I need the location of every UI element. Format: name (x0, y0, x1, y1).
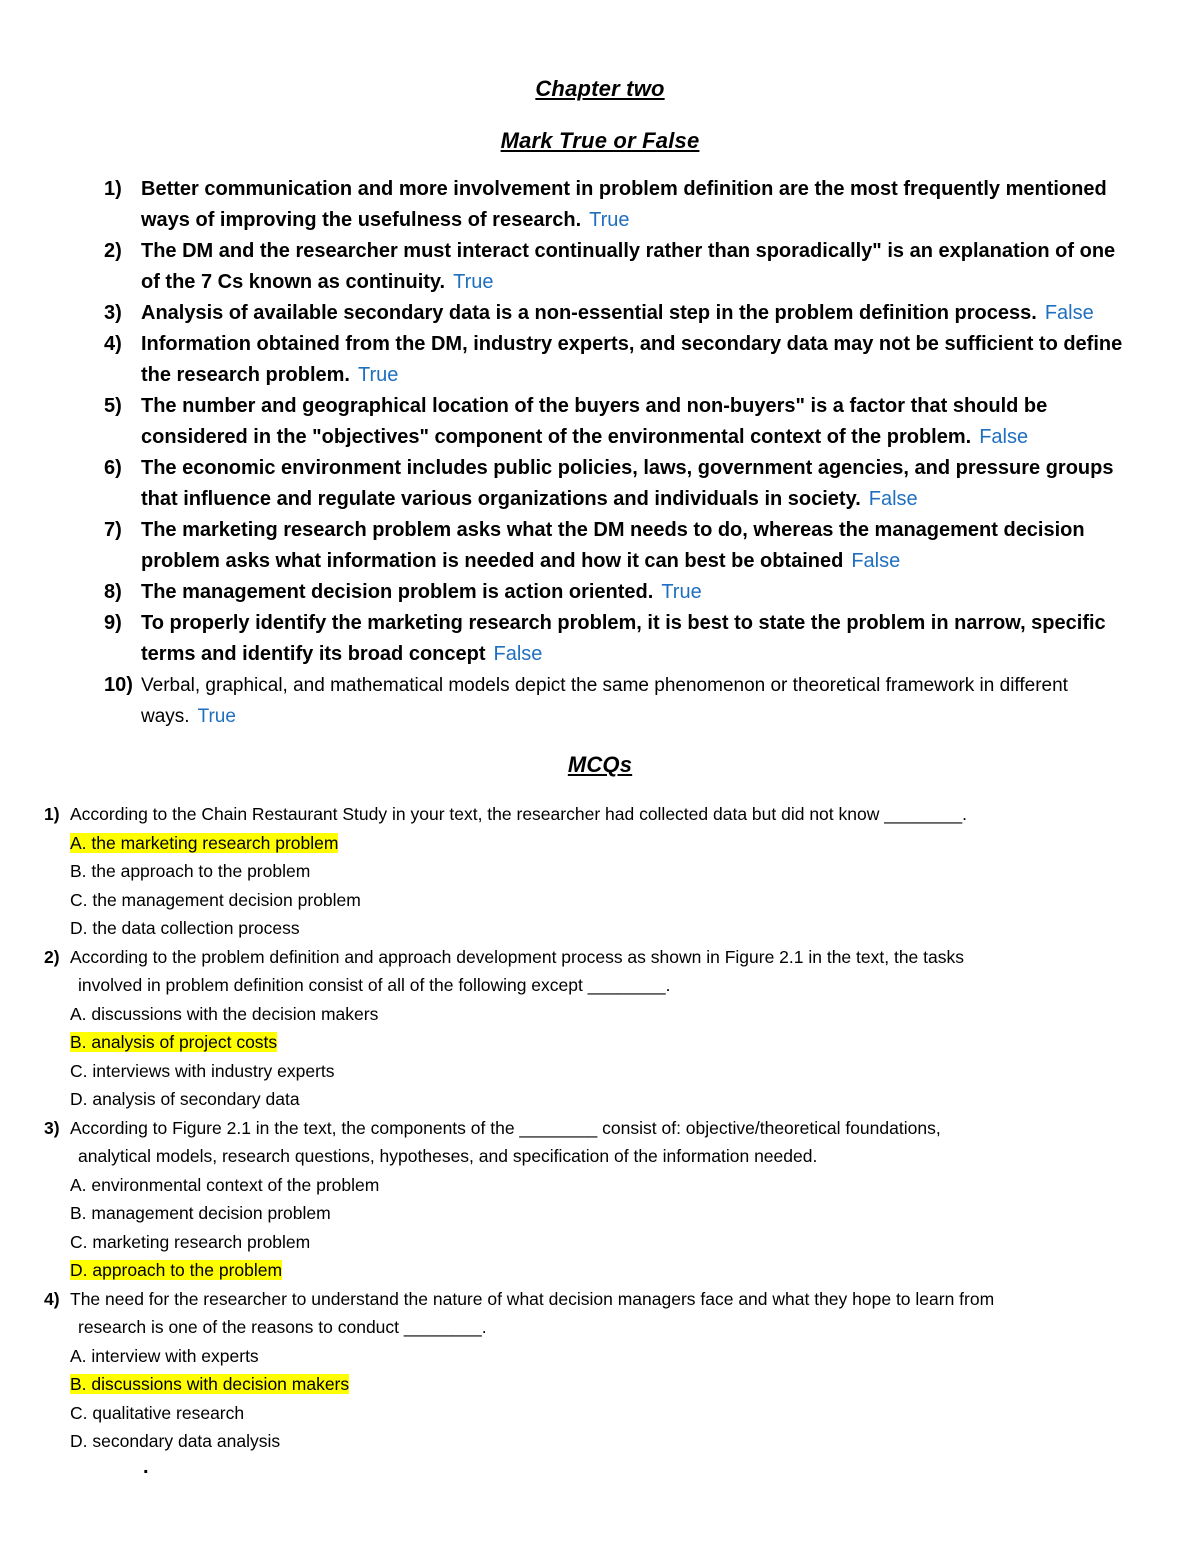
mcq-number: 2) (44, 946, 60, 967)
tf-item-text: The DM and the researcher must interact continually rather than sporadically" is an explanation of one of the 7 Cs known as continuity. (141, 240, 1116, 293)
mcq-option-correct-text: B. discussions with decision makers (70, 1374, 350, 1394)
mcq-option (44, 829, 1144, 858)
mcq-question-continuation: involved in problem definition consist of all of the following except ________. (78, 975, 671, 995)
mcq-number: 3) (44, 1117, 60, 1138)
tf-item (104, 391, 1134, 453)
tf-item (104, 329, 1134, 391)
tf-item-answer: True (357, 364, 399, 386)
tf-item-answer: True (661, 581, 702, 603)
tf-item-text-wrap (141, 329, 1134, 391)
mcq-option-text: A. environmental context of the problem (70, 1174, 380, 1195)
tf-item-text-wrap (141, 236, 1134, 298)
tf-item (104, 174, 1134, 236)
mcq-question-row (44, 1285, 1144, 1314)
mcq-option-correct-text: A. the marketing research problem (70, 832, 339, 853)
mcq-list (44, 800, 1144, 1456)
mcq-option (44, 1199, 1144, 1228)
mcq-number: 1) (44, 804, 60, 824)
tf-item (104, 298, 1134, 329)
mcq-option (44, 1256, 1144, 1285)
tf-item-answer: False (979, 426, 1029, 448)
tf-item-text: The economic environment includes public policies, laws, government agencies, and pressure groups that influence and regulate various organizations and individuals in society. (141, 457, 1114, 510)
tf-item-text: The management decision problem is action oriented. (141, 581, 654, 603)
mcq-option (44, 914, 1144, 943)
tf-item-text: Analysis of available secondary data is a non-essential step in the problem definition process. (141, 302, 1037, 324)
tf-item-text: To properly identify the marketing research problem, it is best to state the problem in narrow, specific terms and identify its broad concept (141, 612, 1106, 665)
mcq-option (44, 1370, 1144, 1399)
mcq-question-text: According to the Chain Restaurant Study in your text, the researcher had collected data but did not know ________. (70, 804, 967, 824)
tf-item-text-wrap (141, 515, 1134, 577)
mcq-option-text: B. the approach to the problem (70, 861, 311, 881)
tf-item-number: 10) (104, 674, 133, 696)
mcq-question (44, 943, 1144, 1114)
tf-item-text-wrap (141, 453, 1134, 515)
tf-item-number: 5) (104, 395, 122, 417)
tf-item-number: 2) (104, 240, 122, 262)
tf-item-number: 8) (104, 581, 122, 603)
mcq-option-correct-text: B. analysis of project costs (70, 1032, 278, 1052)
tf-item-text-wrap (141, 608, 1134, 670)
tf-item (104, 515, 1134, 577)
mcq-question (44, 1114, 1144, 1285)
tf-item (104, 577, 1134, 608)
tf-item (104, 236, 1134, 298)
mcq-question-continuation: research is one of the reasons to conduct ________. (78, 1317, 487, 1337)
tf-item-text: The marketing research problem asks what the DM needs to do, whereas the management decision problem asks what information is needed and how it can best be obtained (141, 519, 1085, 572)
mcq-question-row (44, 800, 1144, 829)
mcq-option-text: A. interview with experts (70, 1345, 259, 1366)
tf-item-text: Verbal, graphical, and mathematical models depict the same phenomenon or theoretical framework in different ways. (141, 675, 1068, 727)
mcq-question (44, 1285, 1144, 1456)
mcq-option (44, 1085, 1144, 1114)
mcq-option-text: C. marketing research problem (70, 1231, 311, 1252)
tf-item-answer: True (453, 271, 494, 293)
tf-item-text-wrap (141, 577, 1134, 608)
tf-item (104, 453, 1134, 515)
tf-item-text-wrap (141, 391, 1134, 453)
tf-item-text-wrap (141, 298, 1134, 329)
tf-item-text: The number and geographical location of the buyers and non-buyers" is a factor that should be considered in the "objectives" component of the environmental context of the problem. (141, 395, 1048, 448)
true-false-heading: Mark True or False (500, 128, 700, 153)
tf-item-number: 6) (104, 457, 122, 479)
mcq-option (44, 1342, 1144, 1371)
mcq-option-text: C. the management decision problem (70, 889, 361, 910)
mcq-heading: MCQs (567, 752, 633, 777)
mcq-option (44, 1000, 1144, 1029)
tf-item-answer: False (493, 643, 543, 665)
mcq-option (44, 886, 1144, 915)
true-false-list (104, 174, 1134, 732)
mcq-option-text: C. qualitative research (70, 1402, 245, 1423)
tf-item-text: Better communication and more involvement in problem definition are the most frequently mentioned ways of improving the usefulness of research. (141, 178, 1107, 231)
mcq-question-row (44, 1114, 1144, 1143)
mcq-option-text: D. analysis of secondary data (70, 1089, 300, 1109)
tf-item-text-wrap (141, 174, 1134, 236)
tf-item-answer: False (851, 550, 901, 572)
tf-item-answer: False (1044, 302, 1094, 324)
mcq-option-correct-text: D. approach to the problem (70, 1260, 283, 1280)
mcq-question-text: The need for the researcher to understand the nature of what decision managers face and what they hope to learn from (70, 1288, 995, 1309)
tf-item-number: 1) (104, 178, 122, 200)
tf-item (104, 670, 1134, 732)
tf-item-number: 3) (104, 302, 122, 324)
tf-item-text: Information obtained from the DM, industry experts, and secondary data may not be sufficient to define the research problem. (141, 333, 1123, 386)
mcq-number: 4) (44, 1288, 60, 1309)
mcq-option (44, 857, 1144, 886)
mcq-option-text: A. discussions with the decision makers (70, 1003, 379, 1024)
tf-item-number: 4) (104, 333, 122, 355)
mcq-question-row (44, 943, 1144, 972)
mcq-option-text: B. management decision problem (70, 1203, 331, 1223)
mcq-question-continuation: analytical models, research questions, hypotheses, and specification of the information needed. (78, 1146, 818, 1166)
mcq-question-text: According to the problem definition and approach development process as shown in Figure 2.1 in the text, the tasks (70, 946, 964, 967)
mcq-option-text: C. interviews with industry experts (70, 1060, 335, 1081)
mcq-question-text: According to Figure 2.1 in the text, the components of the ________ consist of: objective/theoretical foundations, (70, 1117, 941, 1138)
tf-item-answer: False (868, 488, 918, 510)
mcq-option (44, 1228, 1144, 1257)
mcq-option (44, 1028, 1144, 1057)
mcq-option-text: D. secondary data analysis (70, 1431, 281, 1451)
trailing-mark: . (143, 1456, 149, 1478)
mcq-option (44, 1171, 1144, 1200)
tf-item-answer: True (589, 209, 630, 231)
tf-item-number: 7) (104, 519, 122, 541)
mcq-option (44, 1427, 1144, 1456)
chapter-title: Chapter two (535, 76, 665, 101)
mcq-option (44, 1057, 1144, 1086)
mcq-question (44, 800, 1144, 943)
mcq-option-text: D. the data collection process (70, 918, 300, 938)
tf-item-number: 9) (104, 612, 122, 634)
mcq-option (44, 1399, 1144, 1428)
tf-item (104, 608, 1134, 670)
tf-item-answer: True (197, 706, 236, 727)
tf-item-text-wrap (141, 670, 1134, 732)
